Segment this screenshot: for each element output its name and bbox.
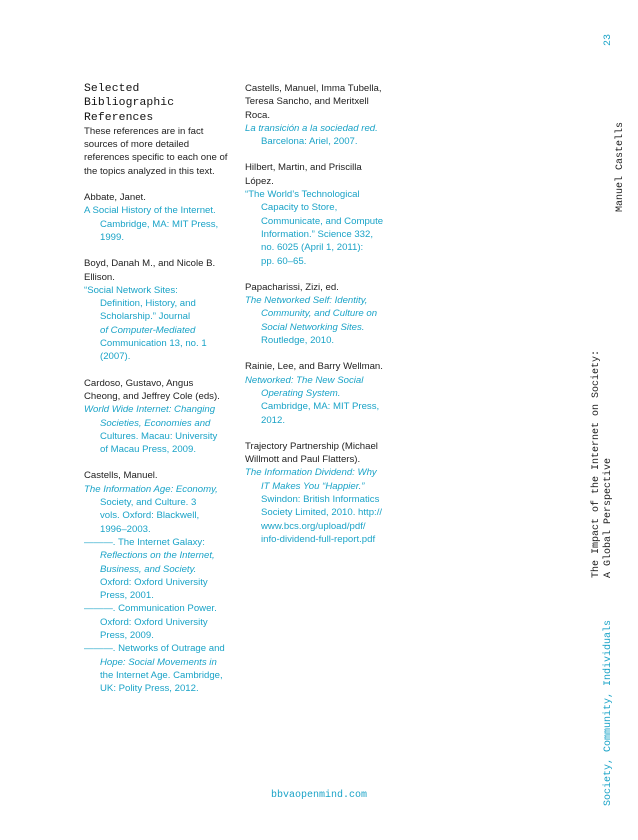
reference-line: Boyd, Danah M., and Nicole B. xyxy=(84,258,216,270)
reference-line: World Wide Internet: Changing xyxy=(84,404,216,416)
reference-line: Cambridge, MA: MIT Press, xyxy=(261,401,380,413)
reference-line: Hope: Social Movements in xyxy=(100,656,217,668)
reference-line: Routledge, 2010. xyxy=(261,335,335,347)
reference-line: of Macau Press, 2009. xyxy=(100,444,196,456)
reference-line: Ellison. xyxy=(84,271,115,283)
reference-line: Trajectory Partnership (Michael xyxy=(245,440,378,452)
reference-line: Castells, Manuel, Imma Tubella, xyxy=(245,83,382,94)
reference-line: Hilbert, Martin, and Priscilla xyxy=(245,162,362,174)
reference-line: Business, and Society. xyxy=(100,563,197,575)
reference-list xyxy=(84,191,234,695)
reference-line: Operating System. xyxy=(261,387,341,399)
reference-line: (2007). xyxy=(100,351,131,363)
reference-line: Swindon: British Informatics xyxy=(261,494,380,506)
reference-line: Community, and Culture on xyxy=(261,308,378,320)
reference-entry xyxy=(84,377,234,457)
reference-line: 1996–2003. xyxy=(100,523,151,535)
reference-entry xyxy=(245,440,395,546)
reference-line: Barcelona: Ariel, 2007. xyxy=(261,136,358,148)
reference-line: Rainie, Lee, and Barry Wellman. xyxy=(245,361,383,373)
reference-line: Cheong, and Jeffrey Cole (eds). xyxy=(84,390,220,402)
reference-entry xyxy=(84,191,234,244)
reference-line: Roca. xyxy=(245,109,271,121)
reference-line: Communicate, and Compute xyxy=(261,215,384,227)
section-name: Society, Community, Individuals xyxy=(603,619,614,806)
intro-text: These references are in fact sources of more detailed references specific to each one of the topics analyzed in this text. xyxy=(84,125,228,177)
reference-line: Capacity to Store, xyxy=(261,202,338,214)
reference-line: 1999. xyxy=(100,231,125,243)
reference-line: Oxford: Oxford University xyxy=(100,616,208,628)
reference-line: Scholarship.” Journal xyxy=(100,311,191,323)
reference-line: Societies, Economies and xyxy=(100,417,211,429)
reference-line: Cardoso, Gustavo, Angus xyxy=(84,377,194,389)
reference-line: Society Limited, 2010. http:// xyxy=(261,507,383,519)
reference-line: A Social History of the Internet. xyxy=(84,205,216,217)
reference-line: Society, and Culture. 3 xyxy=(100,497,197,509)
reference-line: no. 6025 (April 1, 2011): xyxy=(261,242,364,254)
reference-line: Abbate, Janet. xyxy=(84,192,146,204)
reference-line: IT Makes You “Happier.” xyxy=(261,480,365,492)
reference-line: the Internet Age. Cambridge, xyxy=(100,669,223,681)
reference-entry xyxy=(245,281,395,347)
reference-line: www.bcs.org/upload/pdf/ xyxy=(261,520,366,532)
reference-line: Willmott and Paul Flatters). xyxy=(245,454,361,466)
reference-line: Cultures. Macau: University xyxy=(100,430,218,442)
references-column-right xyxy=(245,82,395,559)
reference-line: Teresa Sancho, and Meritxell xyxy=(245,96,369,108)
heading-line: Selected xyxy=(84,83,140,95)
reference-entry xyxy=(245,360,395,426)
reference-line: Press, 2009. xyxy=(100,629,154,641)
reference-line: Definition, History, and xyxy=(100,298,196,310)
reference-line: ———. Networks of Outrage and xyxy=(84,643,225,655)
reference-line: “Social Network Sites: xyxy=(84,284,178,296)
footer-url[interactable]: bbvaopenmind.com xyxy=(270,790,367,801)
reference-entry xyxy=(84,469,234,695)
page-number: 23 xyxy=(603,33,614,46)
reference-line: vols. Oxford: Blackwell, xyxy=(100,510,200,522)
reference-entry xyxy=(84,257,234,363)
reference-line: Oxford: Oxford University xyxy=(100,576,208,588)
reference-line: La transición a la sociedad red. xyxy=(245,122,378,134)
reference-entry xyxy=(245,82,395,148)
reference-line: López. xyxy=(245,175,274,187)
reference-line: Press, 2001. xyxy=(100,590,154,602)
reference-line: The Information Age: Economy, xyxy=(84,483,218,495)
reference-line: The Networked Self: Identity, xyxy=(245,295,368,307)
reference-line: 2012. xyxy=(261,414,286,426)
reference-line: Castells, Manuel. xyxy=(84,470,158,482)
reference-line: UK: Polity Press, 2012. xyxy=(100,683,199,695)
reference-line: Networked: The New Social xyxy=(245,374,364,386)
reference-line: info-dividend-full-report.pdf xyxy=(261,533,376,545)
heading-line: References xyxy=(84,111,154,124)
reference-line: “The World’s Technological xyxy=(245,189,360,201)
reference-line: Information.” Science 332, xyxy=(261,228,373,240)
section-heading xyxy=(84,82,234,125)
heading-line: Bibliographic xyxy=(84,97,175,110)
reference-line: Cambridge, MA: MIT Press, xyxy=(100,218,219,230)
reference-entry xyxy=(245,161,395,267)
reference-line: Communication 13, no. 1 xyxy=(100,338,207,350)
reference-line: The Information Dividend: Why xyxy=(245,467,377,479)
references-column-left xyxy=(84,82,234,708)
reference-list xyxy=(245,82,395,546)
reference-line: Papacharissi, Zizi, ed. xyxy=(245,281,339,293)
reference-line: of Computer-Mediated xyxy=(100,324,196,336)
reference-line: ———. The Internet Galaxy: xyxy=(84,536,205,548)
book-title-line2: A Global Perspective xyxy=(603,457,614,578)
reference-line: ———. Communication Power. xyxy=(84,603,217,615)
reference-line: pp. 60–65. xyxy=(261,255,307,267)
book-title-line1: The Impact of the Internet on Society: xyxy=(591,349,602,578)
author-name: Manuel Castells xyxy=(615,121,626,212)
reference-line: Reflections on the Internet, xyxy=(100,550,215,562)
reference-line: Social Networking Sites. xyxy=(261,321,365,333)
